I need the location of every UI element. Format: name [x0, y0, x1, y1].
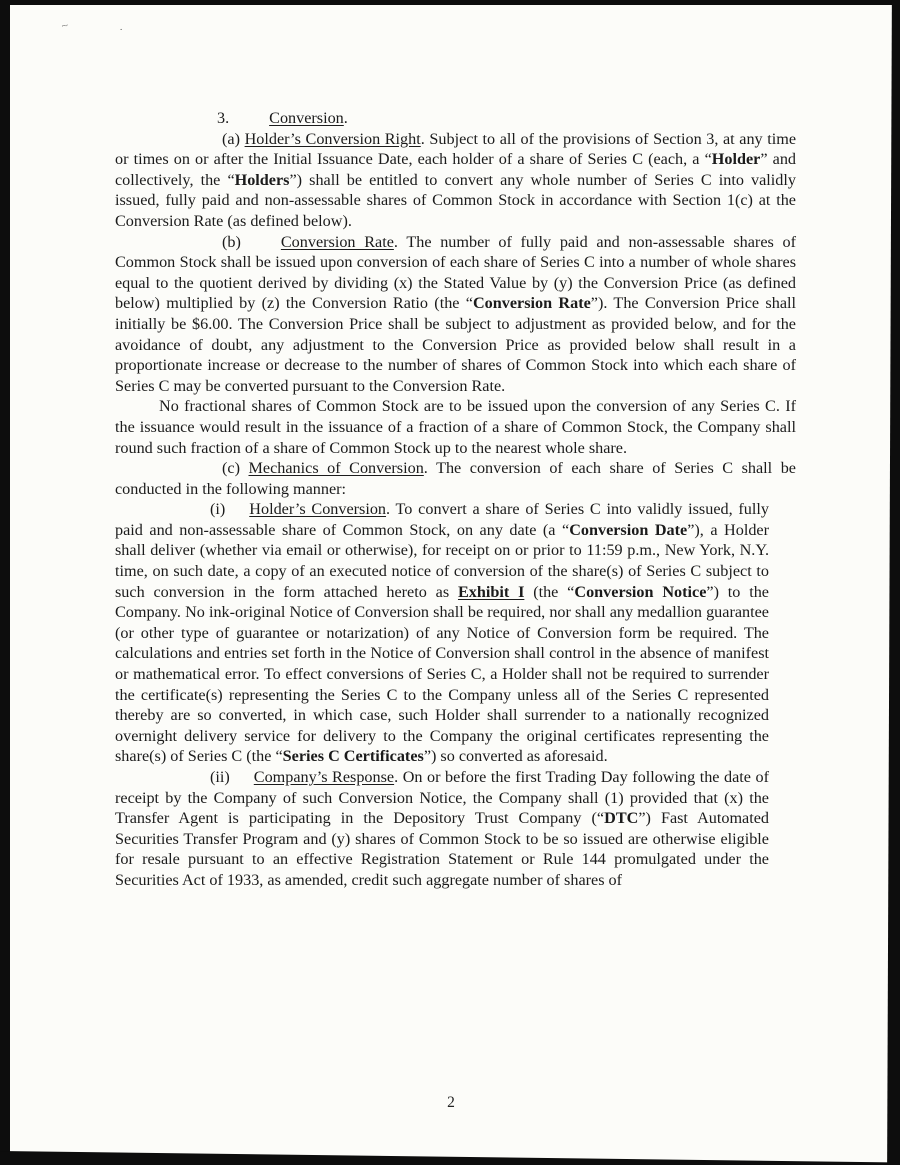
text-run: ”) so converted as aforesaid. [423, 747, 608, 766]
text-run: ”) shall be entitled to convert any whole number of Series C into validly issued, fully paid and non-assessable shares of Common Stock in accordance with Section 1(c) at the Conversion Rate (as defined below). [115, 170, 796, 230]
text-run: ”) Fast Automated Securities Transfer Program and (y) shares of Common Stock to be so issued are otherwise eligible for resale pursuant to an effective Registration Statement or Rule 144 promulgated under the Securities Act of 1933, as amended, credit such aggregate number of shares of [115, 809, 770, 889]
text-run: . [343, 109, 348, 127]
tab-space [229, 122, 269, 123]
scan-artifact-dot: . [120, 22, 123, 32]
clause-letter: (c) [222, 459, 249, 478]
text-run: No fractional shares of Common Stock are to be issued upon the conversion of any Series C. If the issuance would result in the issuance of a fraction of a share of Common Stock, the Company shall round such fraction of a share of Common Stock up to the nearest whole share. [115, 397, 796, 457]
para-mechanics-of-conversion [115, 458, 796, 499]
defined-term-holders: Holders [234, 170, 290, 189]
para-companys-response [115, 767, 769, 891]
clause-letter: (b) [222, 232, 241, 251]
clause-title: Mechanics of Conversion [248, 459, 424, 478]
clause-title: Conversion Rate [280, 232, 394, 251]
defined-term-series-c-certificates: Series C Certificates [282, 747, 424, 766]
text-run: . On or before the first Trading Day following the date of receipt by the Company of such Conversion Notice, the Company shall (1) provided that (x) the Transfer Agent is participating in the Depository Trust Company (“ [115, 768, 769, 828]
tab-space [241, 246, 281, 247]
defined-term-dtc: DTC [604, 809, 639, 828]
scan-border-right [886, 0, 900, 1165]
section-heading [115, 108, 796, 129]
clause-title: Holder’s Conversion Right [244, 129, 421, 148]
document-text [115, 108, 796, 891]
text-run: . The number of fully paid and non-assessable shares of Common Stock shall be issued upon conversion of each share of Series C into a number of whole shares equal to the quotient derived by dividing (x) the Stated Value by (y) the Conversion Price (as defined below) multiplied by (z) the Conversion Ratio (the “ [115, 232, 796, 313]
clause-roman: (ii) [210, 768, 230, 786]
text-run: . To convert a share of Series C into validly issued, fully paid and non-assessable share of Common Stock, on any date (a “ [115, 500, 769, 539]
section-number: 3. [217, 109, 230, 127]
text-run: ”). The Conversion Price shall initially be $6.00. The Conversion Price shall be subject to adjustment as provided below, and for the avoidance of doubt, any adjustment to the Conversion Price as provided below shall result in a proportionate increase or decrease to the number of shares of Common Stock into which each share of Series C may be converted pursuant to the Conversion Rate. [115, 294, 797, 395]
section-title: Conversion [269, 109, 344, 127]
clause-roman: (i) [210, 500, 226, 519]
para-holders-conversion [115, 499, 769, 767]
text-run: ”) to the Company. No ink-original Notice of Conversion shall be required, nor shall any medallion guarantee (or other type of guarantee or notarization) of any Notice of Conversion form be required. The calculations and entries set forth in the Notice of Conversion shall control in the absence of manifest or mathematical error. To effect conversions of Series C, a Holder shall not be required to surrender the certificate(s) representing the Series C to the Company unless all of the Series C represented thereby are so converted, in which case, such Holder shall surrender to a nationally recognized overnight delivery service for delivery to the Company the original certificates representing the share(s) of Series C (the “ [115, 582, 769, 766]
text-run: ”), a Holder shall deliver (whether via email or otherwise), for receipt on or prior to 11:59 p.m., New York, N.Y. time, on such date, a copy of an executed notice of conversion of the share(s) of Series C subject to such conversion in the form attached hereto as [115, 520, 769, 601]
scan-border-top [0, 0, 900, 5]
clause-title: Company’s Response [253, 768, 395, 786]
para-conversion-rate [115, 232, 796, 397]
page-number: 2 [447, 1094, 455, 1111]
text-run: ” and collectively, the “ [115, 150, 797, 189]
text-run: (the “ [524, 582, 575, 601]
defined-term-conversion-rate: Conversion Rate [472, 294, 591, 313]
text-run: . The conversion of each share of Series C shall be conducted in the following manner: [115, 459, 796, 498]
clause-letter: (a) [222, 129, 245, 148]
defined-term-conversion-notice: Conversion Notice [574, 582, 707, 601]
para-no-fractional-shares [115, 396, 796, 458]
defined-term-conversion-date: Conversion Date [569, 520, 688, 539]
exhibit-reference: Exhibit I [457, 582, 525, 601]
para-holders-conversion-right [115, 129, 796, 232]
tab-space [225, 513, 249, 514]
scan-border-bottom [0, 1151, 900, 1165]
clause-title: Holder’s Conversion [249, 500, 387, 519]
scan-border-left [0, 0, 10, 1165]
scan-artifact-tilde: ~ [61, 20, 69, 32]
defined-term-holder: Holder [711, 150, 761, 169]
tab-space [230, 781, 254, 782]
text-run: . Subject to all of the provisions of Section 3, at any time or times on or after the Initial Issuance Date, each holder of a share of Series C (each, a “ [115, 129, 797, 169]
